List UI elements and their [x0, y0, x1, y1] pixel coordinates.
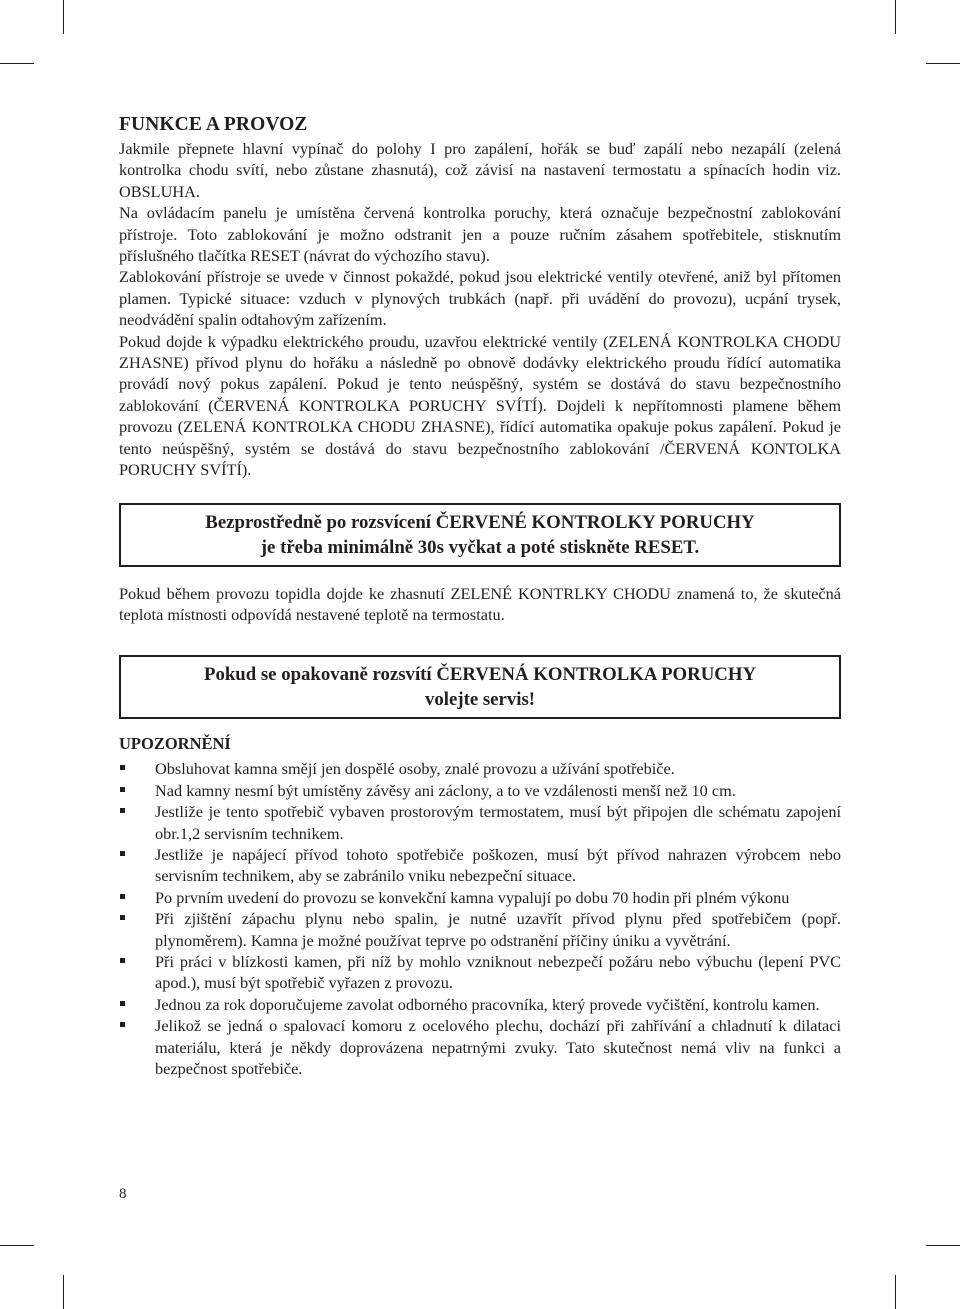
- paragraph-green-light: Pokud během provozu topidla dojde ke zhasnutí ZELENÉ KONTRLKY CHODU znamená to, že skutečná teplota místnosti odpovídá nestavené teplotě na termostatu.: [119, 583, 841, 624]
- bullet-square-icon: [120, 765, 125, 770]
- bullet-square-icon: [120, 851, 125, 856]
- warning-text: Jestliže je tento spotřebič vybaven prostorovým termostatem, musí být připojen dle schématu zapojení obr.1,2 servisním technikem.: [155, 802, 841, 843]
- notice-reset-line1: Bezprostředně po rozsvícení ČERVENÉ KONTROLKY PORUCHY: [205, 511, 755, 533]
- warning-text: Obsluhovat kamna smějí jen dospělé osoby, znalé provozu a užívání spotřebiče.: [155, 759, 675, 779]
- bullet-square-icon: [120, 1001, 125, 1006]
- bullet-square-icon: [120, 787, 125, 792]
- warning-list: [119, 758, 841, 1079]
- notice-service-line2: volejte servis!: [424, 689, 536, 711]
- list-item: [119, 908, 841, 951]
- list-item: [119, 844, 841, 887]
- warning-text: Při zjištění zápachu plynu nebo spalin, je nutné uzavřít přívod plynu před spotřebičem (popř. plynoměrem). Kamna je možné používat teprve po odstranění příčiny úniku a vyvětrání.: [155, 909, 841, 950]
- crop-mark-right-bottom: [926, 1245, 960, 1246]
- warning-text: Jednou za rok doporučujeme zavolat odborného pracovníka, který provede vyčištění, kontrolu kamen.: [155, 994, 820, 1014]
- bullet-square-icon: [120, 1022, 125, 1027]
- section-title: FUNKCE A PROVOZ: [119, 114, 308, 135]
- warning-text: Po prvním uvedení do provozu se konvekční kamna vypalují po dobu 70 hodin při plném výkonu: [155, 887, 790, 907]
- warning-text: Jelikož se jedná o spalovací komoru z ocelového plechu, dochází při zahřívání a chladnutí k dilataci materiálu, která je někdy doprovázena nepatrnými zvuky. Tato skutečnost nemá vliv na funkci a bezpečnost spotřebiče.: [155, 1016, 841, 1078]
- crop-mark-top-left: [63, 0, 64, 34]
- page-number: 8: [119, 1186, 127, 1202]
- paragraph-fault-indicator: Na ovládacím panelu je umístěna červená kontrolka poruchy, která označuje bezpečnostní zablokování přístroje. Toto zablokování je možno odstranit jen a pouze ručním zásahem spotřebitele, stisknutím příslušného tlačítka RESET (návrat do výchozího stavu).: [119, 203, 841, 266]
- crop-mark-right-top: [926, 63, 960, 64]
- bullet-square-icon: [120, 808, 125, 813]
- notice-reset-line2: je třeba minimálně 30s vyčkat a poté stiskněte RESET.: [260, 536, 700, 558]
- warning-title: UPOZORNĚNÍ: [119, 734, 231, 754]
- notice-reset-box: [119, 503, 841, 567]
- paragraph-power-failure: Pokud dojde k výpadku elektrického proudu, uzavřou elektrické ventily (ZELENÁ KONTROLKA CHODU ZHASNE) přívod plynu do hořáku a následně po obnově dodávky elektrického proudu řídící automatika provádí nový pokus zapálení. Pokud je tento neúspěšný, systém se dostává do stavu bezpečnostního zablokování (ČERVENÁ KONTROLKA PORUCHY SVÍTÍ). Dojdeli k nepřítomnosti plamene během provozu (ZELENÁ KONTROLKA CHODU ZHASNE), řídící automatika opakuje pokus zapálení. Pokud je tento neúspěšný, systém se dostává do stavu bezpečnostního zablokování /ČERVENÁ KONTOLKA PORUCHY SVÍTÍ).: [119, 331, 841, 480]
- paragraph-operation: Jakmile přepnete hlavní vypínač do polohy I pro zapálení, hořák se buď zapálí nebo nezapálí (zelená kontrolka chodu svítí, nebo zůstane zhasnutá), což závisí na nastavení termostatu a spínacích hodin viz. OBSLUHA.: [119, 139, 841, 201]
- bullet-square-icon: [120, 958, 125, 963]
- list-item: [119, 780, 841, 801]
- list-item: [119, 951, 841, 994]
- crop-mark-bottom-right: [895, 1275, 896, 1309]
- crop-mark-top-right: [895, 0, 896, 34]
- list-item: [119, 801, 841, 844]
- warning-text: Při práci v blízkosti kamen, při níž by mohlo vzniknout nebezpečí požáru nebo výbuchu (lepení PVC apod.), musí být spotřebič vyřazen z provozu.: [155, 951, 841, 993]
- paragraph-lockout-situations: Zablokování přístroje se uvede v činnost pokaždé, pokud jsou elektrické ventily otevřené, aniž byl přítomen plamen. Typické situace: vzduch v plynových trubkách (např. při uvádění do provozu), ucpání trysek, neodvádění spalin odtahovým zařízením.: [119, 267, 841, 330]
- list-item: [119, 994, 841, 1015]
- notice-service-line1: Pokud se opakovaně rozsvítí ČERVENÁ KONTROLKA PORUCHY: [203, 664, 757, 686]
- crop-mark-bottom-left: [63, 1275, 64, 1309]
- bullet-square-icon: [120, 894, 125, 899]
- notice-service-box: [119, 655, 841, 719]
- list-item: [119, 758, 841, 779]
- list-item: [119, 1015, 841, 1079]
- warning-text: Jestliže je napájecí přívod tohoto spotřebiče poškozen, musí být přívod nahrazen výrobcem nebo servisním technikem, aby se zabránilo vniku nebezpeční situace.: [155, 844, 841, 886]
- warning-text: Nad kamny nesmí být umístěny závěsy ani záclony, a to ve vzdálenosti menší než 10 cm.: [155, 780, 736, 800]
- crop-mark-left-bottom: [0, 1245, 34, 1246]
- crop-mark-left-top: [0, 63, 34, 64]
- page-content: [119, 113, 841, 1079]
- list-item: [119, 887, 841, 908]
- bullet-square-icon: [120, 915, 125, 920]
